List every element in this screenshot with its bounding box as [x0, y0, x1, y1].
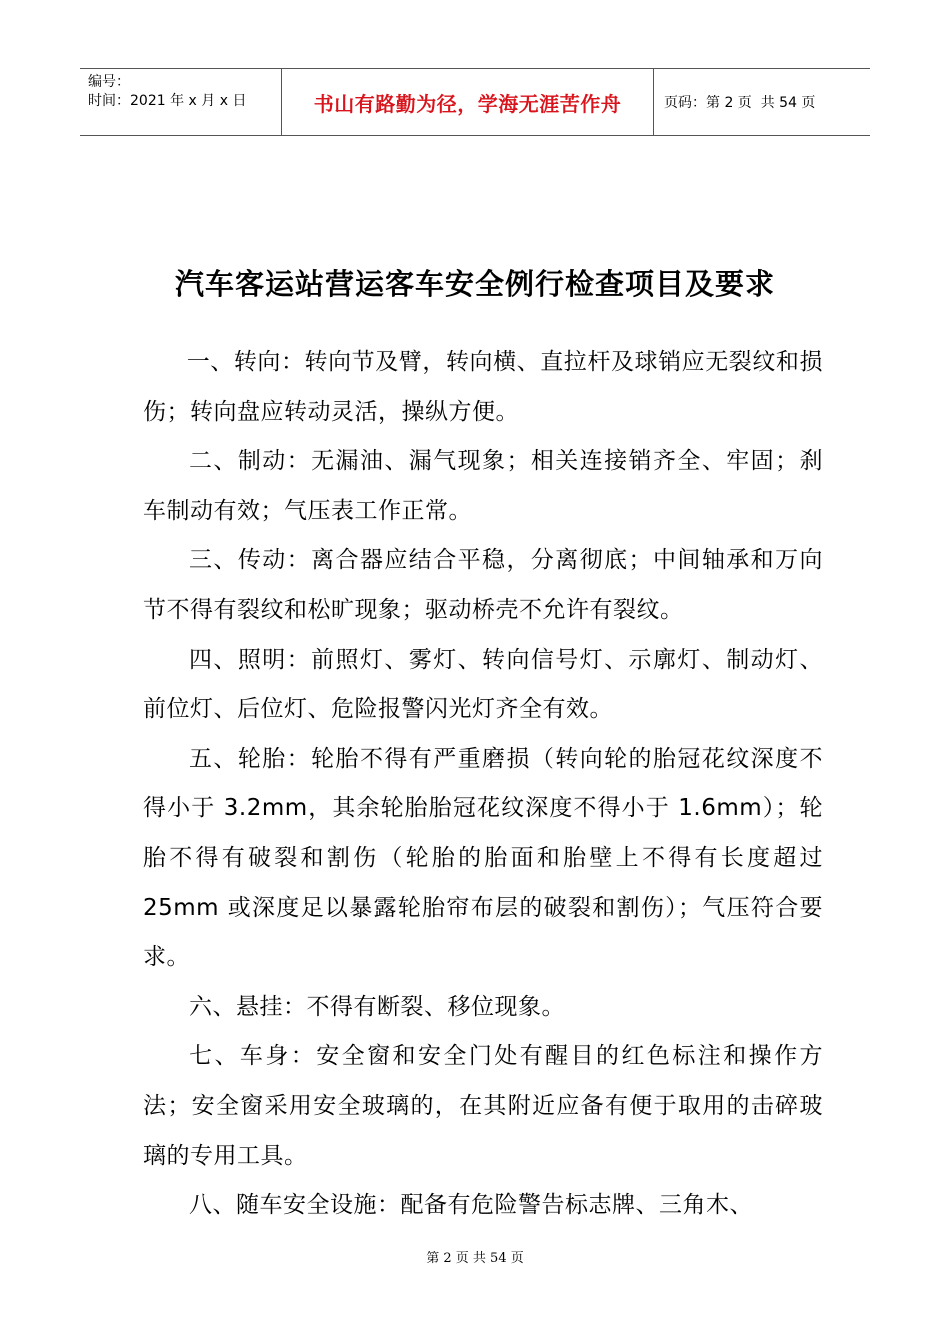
header-motto-cell — [282, 69, 654, 135]
paragraph-body: 七、车身：安全窗和安全门处有醒目的红色标注和操作方法；安全窗采用安全玻璃的，在其附近应备有便于取用的击碎玻璃的专用工具。 — [143, 1043, 823, 1169]
document-body — [143, 338, 823, 1231]
paragraph-lighting: 四、照明：前照灯、雾灯、转向信号灯、示廓灯、制动灯、前位灯、后位灯、危险报警闪光灯齐全有效。 — [143, 646, 823, 723]
page-header — [80, 68, 870, 136]
paragraph-braking: 二、制动：无漏油、漏气现象；相关连接销齐全、牢固；刹车制动有效；气压表工作正常。 — [143, 448, 823, 524]
motto-text: 书山有路勤为径，学海无涯苦作舟 — [313, 91, 622, 116]
time-label: 时间：2021 年 x 月 x 日 — [88, 93, 247, 109]
header-meta-cell — [80, 69, 282, 135]
header-page-info: 页码：第 2 页 共 54 页 — [664, 95, 816, 111]
page-footer: 第 2 页 共 54 页 — [426, 1251, 524, 1266]
document-title: 汽车客运站营运客车安全例行检查项目及要求 — [174, 267, 775, 301]
paragraph-safety-equipment: 八、随车安全设施：配备有危险警告标志牌、三角木、 — [189, 1192, 753, 1219]
paragraph-suspension: 六、悬挂：不得有断裂、移位现象。 — [189, 993, 565, 1020]
header-page-cell — [654, 69, 870, 135]
paragraph-transmission: 三、传动：离合器应结合平稳，分离彻底；中间轴承和万向节不得有裂纹和松旷现象；驱动桥壳不允许有裂纹。 — [143, 547, 823, 623]
paragraph-tires: 五、轮胎：轮胎不得有严重磨损（转向轮的胎冠花纹深度不得小于 3.2mm，其余轮胎胎冠花纹深度不得小于 1.6mm）；轮胎不得有破裂和割伤（轮胎的胎面和胎壁上不得有长度超过 25mm 或深度足以暴露轮胎帘布层的破裂和割伤）；气压符合要求。 — [143, 745, 823, 971]
code-label: 编号： — [88, 74, 130, 90]
paragraph-steering: 一、转向：转向节及臂，转向横、直拉杆及球销应无裂纹和损伤；转向盘应转动灵活，操纵方便。 — [143, 349, 823, 425]
